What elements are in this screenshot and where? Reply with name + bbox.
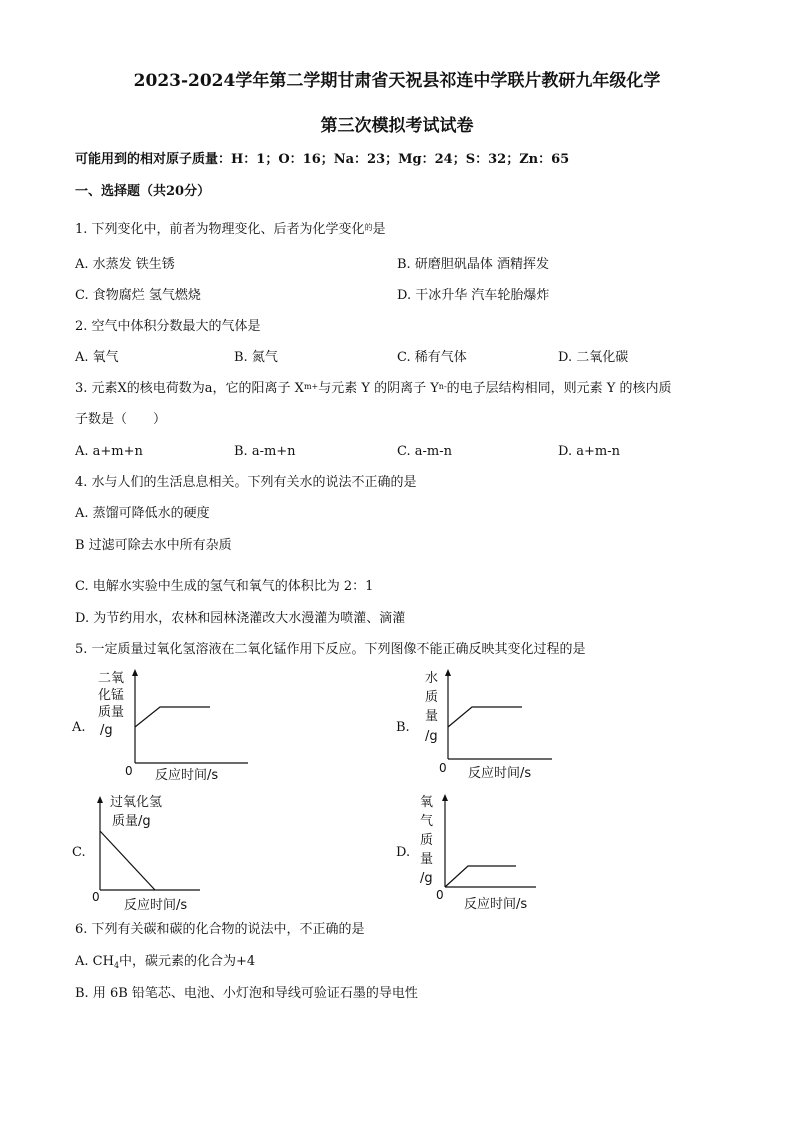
q1-stem-mark: 的 [364,223,373,232]
graph-a-ylabel-2: 化锰 [98,688,125,703]
graph-c-ylabel-1: 过氧化氢 [110,795,163,810]
graph-c-curve [100,831,155,890]
q6-a-rest: 中，碳元素的化合为+4 [119,954,256,969]
q5-option-c-label: C. [72,845,86,860]
q4-option-a: A. 蒸馏可降低水的硬度 [75,506,210,521]
graph-b-ylabel-4: /g [425,729,438,744]
graph-d-ylabel-4: 量 [420,852,434,867]
q6-a-text: A. CH [75,954,114,969]
q3-option-a: A. a+m+n [75,444,143,459]
q2-option-b: B. 氮气 [234,350,278,365]
q3-option-b: B. a-m+n [234,444,296,459]
graph-c-y-arrow [97,796,103,803]
q4-option-d: D. 为节约用水，农林和园林浇灌改大水漫灌为喷灌、滴灌 [75,611,406,626]
graph-d-y-arrow [442,794,448,801]
graph-c-origin: 0 [92,890,100,904]
graph-d-ylabel-1: 氧 [420,795,434,810]
graph-d-origin: 0 [436,888,444,902]
graph-c-ylabel-2: 质量/g [112,814,151,829]
q5-option-b-label: B. [396,720,410,735]
graph-b-ylabel-1: 水 [425,671,439,686]
section-heading: 一、选择题（共20分） [75,184,211,199]
graph-a-curve [135,707,210,727]
graph-c-xlabel: 反应时间/s [124,898,188,913]
q1-stem-end: 是 [372,222,386,237]
graph-d-xlabel: 反应时间/s [464,897,528,912]
q1-option-c: C. 食物腐烂 氢气燃烧 [75,288,201,303]
graph-b [412,665,562,785]
q6-a-sub: 4 [113,961,120,970]
graph-d-curve [445,866,516,887]
graph-c [88,789,218,914]
q6-option-a [75,954,255,971]
question-3-stem-line2: 子数是（ ） [75,412,167,427]
exam-title-line1: 2023-2024学年第二学期甘肃省天祝县祁连中学联片教研九年级化学 [133,71,661,91]
q2-option-d: D. 二氧化碳 [558,350,629,365]
q6-option-b: B. 用 6B 铅笔芯、电池、小灯泡和导线可验证石墨的导电性 [75,986,418,1001]
graph-a-origin: 0 [125,764,133,778]
graph-a-xlabel: 反应时间/s [155,768,219,783]
question-1-stem [75,222,386,238]
q1-stem-text: 1. 下列变化中，前者为物理变化、后者为化学变化 [75,222,365,237]
exam-title-line2: 第三次模拟考试试卷 [320,116,474,136]
graph-a-ylabel-4: /g [100,723,113,738]
q3-option-c: C. a-m-n [397,444,452,459]
q3-stem-a: 3. 元素X的核电荷数为a，它的阳离子 X [75,381,304,396]
q5-option-d-label: D. [396,845,411,860]
graph-b-xlabel: 反应时间/s [468,766,532,781]
q1-option-d: D. 干冰升华 汽车轮胎爆炸 [397,288,550,303]
graph-a [88,665,258,785]
q3-stem-c: 的电子层结构相同，则元素 Y 的核内质 [446,381,672,396]
atomic-mass-line: 可能用到的相对原子质量：H：1；O：16；Na：23；Mg：24；S：32；Zn：65 [75,152,570,167]
q5-option-a-label: A. [72,720,86,735]
graph-b-ylabel-2: 质 [425,690,439,705]
graph-d-ylabel-3: 质 [420,833,434,848]
graph-d-ylabel-5: /g [420,871,433,886]
graph-a-y-arrow [132,669,138,676]
graph-a-ylabel-3: 质量 [98,705,125,720]
graph-b-ylabel-3: 量 [425,709,439,724]
q3-option-d: D. a+m-n [558,444,620,459]
q2-option-a: A. 氧气 [75,350,119,365]
graph-b-curve [448,707,522,727]
q4-option-c: C. 电解水实验中生成的氢气和氧气的体积比为 2：1 [75,579,374,594]
question-4-stem: 4. 水与人们的生活息息相关。下列有关水的说法不正确的是 [75,475,417,490]
graph-b-origin: 0 [439,761,447,775]
graph-d-ylabel-2: 气 [420,814,434,829]
question-2-stem: 2. 空气中体积分数最大的气体是 [75,319,261,334]
graph-b-y-arrow [445,669,451,676]
graph-d [412,789,542,914]
graph-a-ylabel-1: 二氧 [98,671,125,686]
question-5-stem: 5. 一定质量过氧化氢溶液在二氧化锰作用下反应。下列图像不能正确反映其变化过程的是 [75,642,586,657]
q1-option-a: A. 水蒸发 铁生锈 [75,257,175,272]
q3-stem-b: 与元素 Y 的阴离子 Y [318,381,439,396]
q2-option-c: C. 稀有气体 [397,350,467,365]
question-6-stem: 6. 下列有关碳和碳的化合物的说法中，不正确的是 [75,922,365,937]
q3-sup-1: m+ [303,382,319,391]
q1-option-b: B. 研磨胆矾晶体 酒精挥发 [397,257,549,272]
question-3-stem [75,381,672,397]
q4-option-b: B 过滤可除去水中所有杂质 [75,538,232,553]
q3-sup-2: n- [438,382,447,391]
